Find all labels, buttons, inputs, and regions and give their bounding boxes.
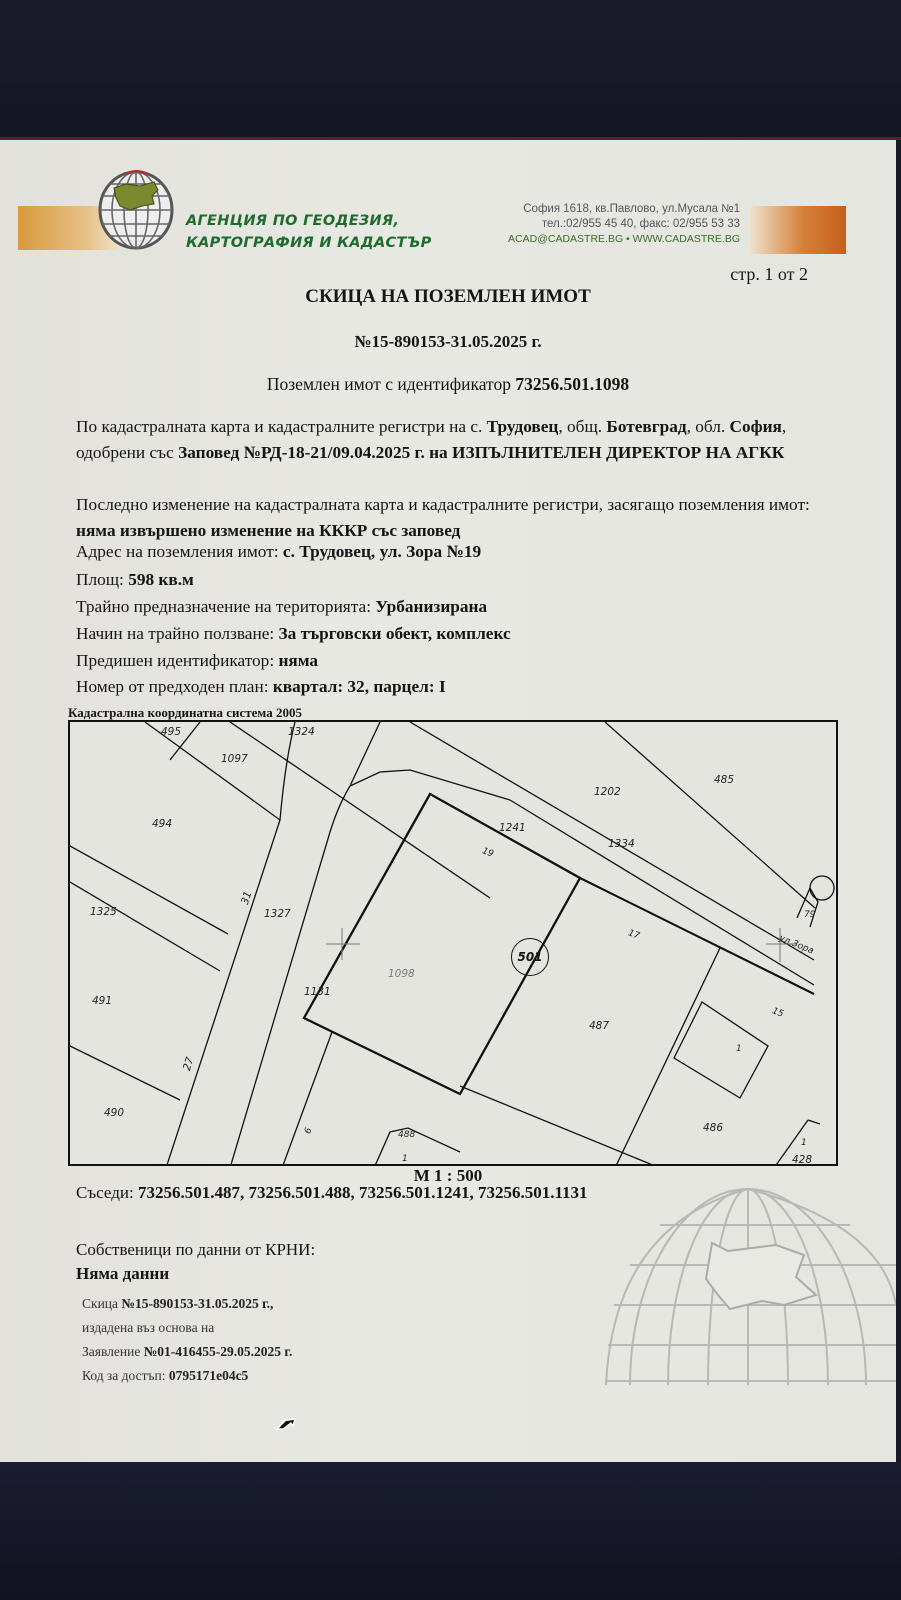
parcel-label: 485 — [714, 774, 735, 786]
property-identifier: Поземлен имот с идентификатор 73256.501.1098 — [266, 374, 630, 394]
monitor-bezel-top — [0, 0, 901, 139]
parcel-label: 1325 — [90, 906, 117, 918]
parcel-label: 79 — [804, 910, 816, 920]
parcel-label: 491 — [92, 995, 113, 1007]
cadastral-intro: По кадастралната карта и кадастралните регистри на с. Трудовец, общ. Ботевград, обл. София, одобрени със Заповед №РД-18-21/09.04.2025 г. на ИЗПЪЛНИТЕЛЕН ДИРЕКТОР НА АГКК — [76, 417, 787, 462]
agency-phone: тел.:02/955 45 40, факс: 02/955 53 33 — [541, 218, 740, 230]
parcel-label: 1334 — [608, 838, 635, 850]
parcel-label: 1097 — [221, 753, 248, 765]
agency-globe-logo-icon — [96, 166, 176, 250]
field-area: Площ: 598 кв.м — [76, 570, 194, 589]
owners-label: Собственици по данни от КРНИ: — [76, 1240, 316, 1259]
coordinate-system-label: Кадастрална координатна система 2005 — [68, 705, 302, 720]
document-number: №15-890153-31.05.2025 г. — [354, 332, 542, 351]
address-number: 6 — [303, 1126, 315, 1136]
parcel-label: 486 — [703, 1122, 724, 1134]
field-previous-plan: Номер от предходен план: квартал: 32, парцел: I — [76, 677, 446, 696]
last-change: Последно изменение на кадастралната карта и кадастралните регистри, засягащо поземления имот: няма извършено изменение на КККР със заповед — [76, 495, 810, 540]
parcel-label-main: 1098 — [388, 968, 415, 980]
globe-watermark-icon — [600, 1185, 896, 1385]
issuance-info: Скица №15-890153-31.05.2025 г., издадена въз основа на Заявление №01-416455-29.05.2025 г. Код за достъп: 0795171e04c5 — [82, 1296, 293, 1383]
map-scale: М 1 : 500 — [413, 1166, 483, 1185]
owners-value: Няма данни — [76, 1264, 170, 1283]
monitor-bezel-bottom — [0, 1462, 901, 1600]
agency-web: ACAD@CADASTRE.BG • WWW.CADASTRE.BG — [508, 233, 740, 245]
address-number: 19 — [480, 846, 495, 860]
address-number: 15 — [770, 1006, 785, 1020]
field-usage: Начин на трайно ползване: За търговски обект, комплекс — [76, 624, 511, 643]
road-label: 27 — [180, 1055, 197, 1073]
document-page — [0, 140, 896, 1462]
building-label: 1 — [402, 1154, 408, 1164]
mouse-cursor-icon — [275, 1418, 299, 1430]
parcel-label: 1327 — [264, 908, 291, 920]
parcel-label: 490 — [104, 1107, 125, 1119]
road-label: 31 — [238, 889, 255, 907]
field-purpose: Трайно предназначение на територията: Урбанизирана — [76, 597, 488, 616]
monitor-bezel-right — [896, 140, 901, 1462]
street-label: ул.Зора — [777, 933, 815, 957]
agency-address: София 1618, кв.Павлово, ул.Мусала №1 — [523, 203, 740, 215]
neighbors: Съседи: 73256.501.487, 73256.501.488, 73256.501.1241, 73256.501.1131 — [76, 1183, 588, 1202]
page-number: стр. 1 от 2 — [730, 264, 808, 284]
parcel-label: 494 — [152, 818, 173, 830]
parcel-label: 428 — [792, 1154, 813, 1166]
parcel-label: 1241 — [499, 822, 526, 834]
agency-contacts — [508, 202, 740, 247]
access-code: 0795171e04c5 — [168, 1368, 249, 1383]
agency-name: АГЕНЦИЯ ПО ГЕОДЕЗИЯ, КАРТОГРАФИЯ И КАДАСТЪР — [186, 213, 432, 251]
building-label: 1 — [736, 1044, 742, 1054]
cadastral-map — [68, 720, 838, 1166]
cadastral-district-marker: 501 — [511, 938, 549, 976]
address-number: 17 — [626, 928, 641, 942]
field-address: Адрес на поземления имот: с. Трудовец, ул. Зора №19 — [76, 542, 482, 561]
parcel-label: 1202 — [594, 786, 621, 798]
parcel-label: 487 — [589, 1020, 610, 1032]
parcel-label: 488 — [398, 1130, 416, 1140]
parcel-label: 495 — [161, 726, 182, 738]
field-previous-id: Предишен идентификатор: няма — [76, 651, 319, 670]
document-title: СКИЦА НА ПОЗЕМЛЕН ИМОТ — [305, 286, 591, 307]
building-label: 1 — [801, 1138, 807, 1148]
header-bar-right — [750, 206, 846, 254]
parcel-label: 1131 — [304, 986, 331, 998]
parcel-lines — [70, 722, 838, 1166]
parcel-label: 1324 — [288, 726, 315, 738]
